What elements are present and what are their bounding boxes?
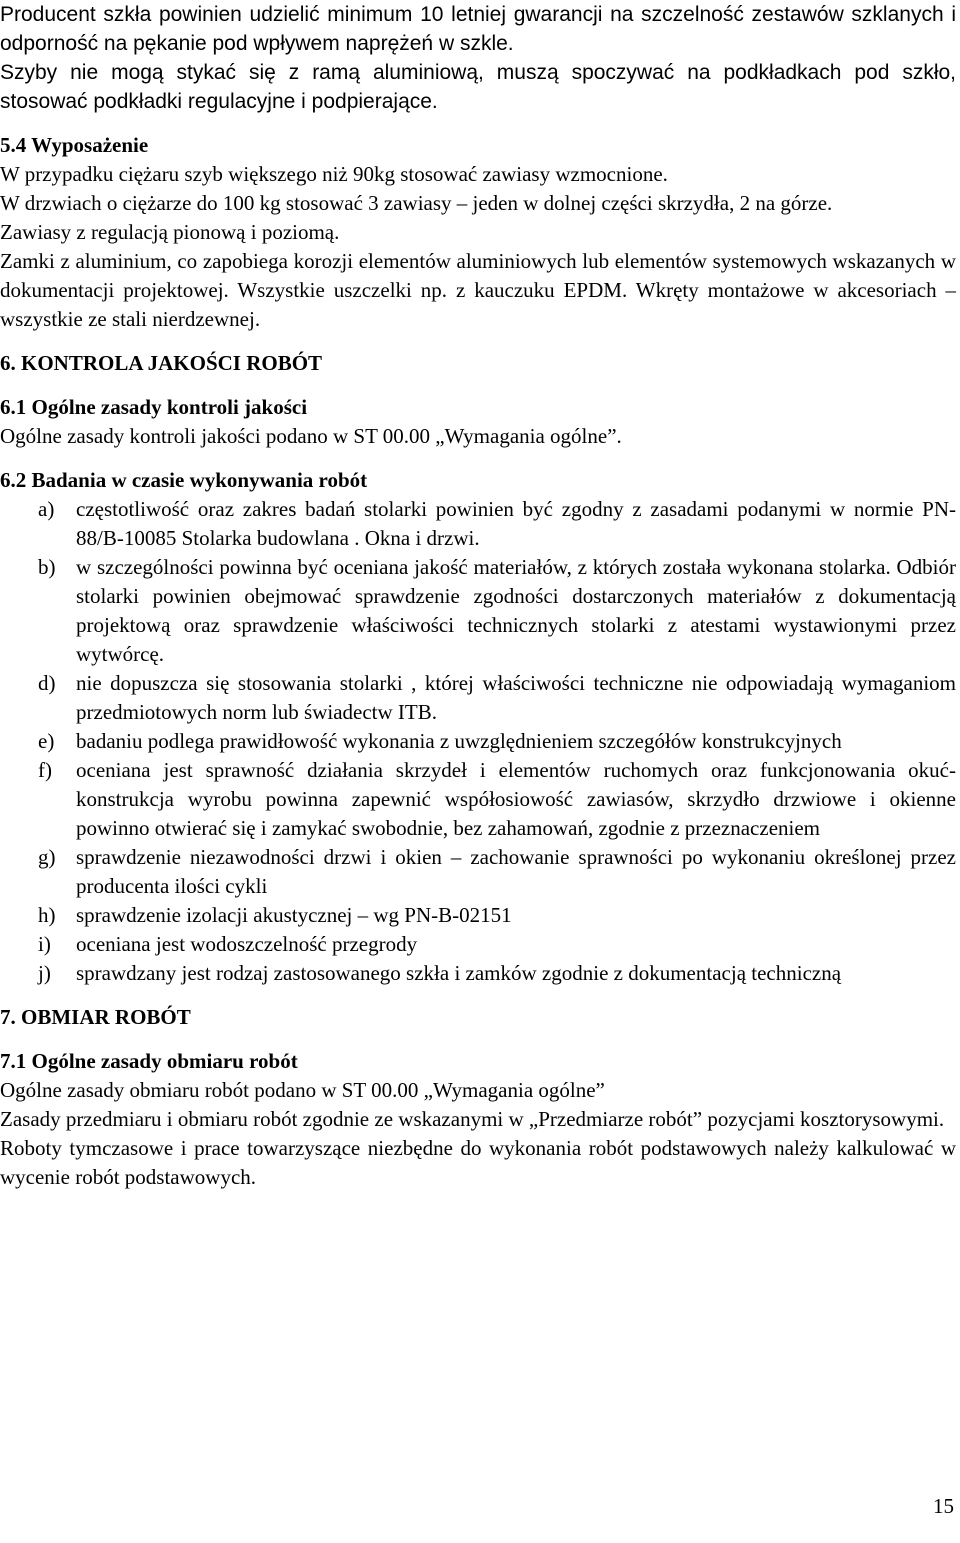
list-item (0, 495, 956, 553)
list-item-marker: b) (38, 555, 56, 579)
list-item-marker: d) (38, 671, 56, 695)
list-item-text: badaniu podlega prawidłowość wykonania z uwzględnieniem szczegółów konstrukcyjnych (76, 729, 842, 753)
list-item (0, 843, 956, 901)
spacer (0, 378, 956, 393)
list-item-marker: a) (38, 497, 55, 521)
list-item (0, 727, 956, 756)
list-item (0, 959, 956, 988)
section-6-heading: 6. KONTROLA JAKOŚCI ROBÓT (0, 351, 323, 375)
list-item-marker: h) (38, 903, 56, 927)
intro-paragraph-glass-mounting: Szyby nie mogą stykać się z ramą aluminiową, muszą spoczywać na podkładkach pod szkło, stosować podkładki regulacyjne i podpierające. (0, 61, 956, 113)
spacer (0, 451, 956, 466)
page-number: 15 (933, 1494, 954, 1518)
section-5-4-heading: 5.4 Wyposażenie (0, 133, 149, 157)
list-item-text: oceniana jest wodoszczelność przegrody (76, 932, 418, 956)
section-5-4-paragraph-adjustment: Zawiasy z regulacją pionową i poziomą. (0, 220, 340, 244)
list-item-marker: g) (38, 845, 56, 869)
section-7-1-paragraph-rules: Zasady przedmiaru i obmiaru robót zgodnie ze wskazanymi w „Przedmiarze robót” pozycjami kosztorysowymi. (0, 1107, 945, 1131)
list-item-text: w szczególności powinna być oceniana jakość materiałów, z których została wykonana stolarka. Odbiór stolarki powinien obejmować sprawdzenie zgodności dostarczonych materiałów z dokumentacją projektową oraz sprawdzenie właściwości technicznych stolarki z atestami wystawionymi przez wytwórcę. (76, 555, 956, 666)
spacer (0, 116, 956, 131)
section-5-4-paragraph-locks: Zamki z aluminium, co zapobiega korozji elementów aluminiowych lub elementów systemowych wskazanych w dokumentacji projektowej. Wszystkie uszczelki np. z kauczuku EPDM. Wkręty montażowe w akcesoriach – wszystkie ze stali nierdzewnej. (0, 249, 956, 331)
list-item-marker: f) (38, 758, 52, 782)
inspection-list (0, 495, 956, 988)
list-item (0, 756, 956, 843)
list-item-text: sprawdzenie niezawodności drzwi i okien – zachowanie sprawności po wykonaniu określonej przez producenta ilości cykli (76, 845, 956, 898)
section-7-1-paragraph-temporary-works: Roboty tymczasowe i prace towarzyszące niezbędne do wykonania robót podstawowych należy kalkulować w wycenie robót podstawowych. (0, 1136, 956, 1189)
section-5-4-paragraph-hinges: W przypadku ciężaru szyb większego niż 90kg stosować zawiasy wzmocnione. (0, 162, 668, 186)
section-7-heading: 7. OBMIAR ROBÓT (0, 1005, 191, 1029)
spacer (0, 334, 956, 349)
section-5-4-paragraph-door-hinges: W drzwiach o ciężarze do 100 kg stosować 3 zawiasy – jeden w dolnej części skrzydła, 2 na górze. (0, 191, 833, 215)
spacer (0, 1032, 956, 1047)
list-item (0, 930, 956, 959)
list-item-marker: j) (38, 961, 51, 985)
list-item (0, 553, 956, 669)
list-item-text: oceniana jest sprawność działania skrzydeł i elementów ruchomych oraz funkcjonowania okuć- konstrukcja wyrobu powinna zapewnić współosiowość zawiasów, skrzydło drzwiowe i okienne powinno otwierać się i zamykać swobodnie, bez zahamowań, zgodnie z przeznaczeniem (76, 758, 956, 840)
list-item-text: nie dopuszcza się stosowania stolarki , której właściwości techniczne nie odpowiadają wymaganiom przedmiotowych norm lub świadectw ITB. (76, 671, 956, 724)
section-6-2-heading: 6.2 Badania w czasie wykonywania robót (0, 468, 368, 492)
section-6-1-text: Ogólne zasady kontroli jakości podano w ST 00.00 „Wymagania ogólne”. (0, 424, 622, 448)
list-item (0, 669, 956, 727)
list-item-marker: e) (38, 729, 55, 753)
section-7-1-heading: 7.1 Ogólne zasady obmiaru robót (0, 1049, 298, 1073)
list-item-text: sprawdzenie izolacji akustycznej – wg PN-B-02151 (76, 903, 512, 927)
list-item (0, 901, 956, 930)
list-item-text: sprawdzany jest rodzaj zastosowanego szkła i zamków zgodnie z dokumentacją techniczną (76, 961, 842, 985)
section-7-1-paragraph-general: Ogólne zasady obmiaru robót podano w ST 00.00 „Wymagania ogólne” (0, 1078, 605, 1102)
list-item-marker: i) (38, 932, 51, 956)
intro-paragraph-guarantee: Producent szkła powinien udzielić minimum 10 letniej gwarancji na szczelność zestawów szklanych i odporność na pękanie pod wpływem naprężeń w szkle. (0, 3, 956, 55)
section-6-1-heading: 6.1 Ogólne zasady kontroli jakości (0, 395, 308, 419)
list-item-text: częstotliwość oraz zakres badań stolarki powinien być zgodny z zasadami podanymi w normie PN-88/B-10085 Stolarka budowlana . Okna i drzwi. (76, 497, 956, 550)
spacer (0, 988, 956, 1003)
